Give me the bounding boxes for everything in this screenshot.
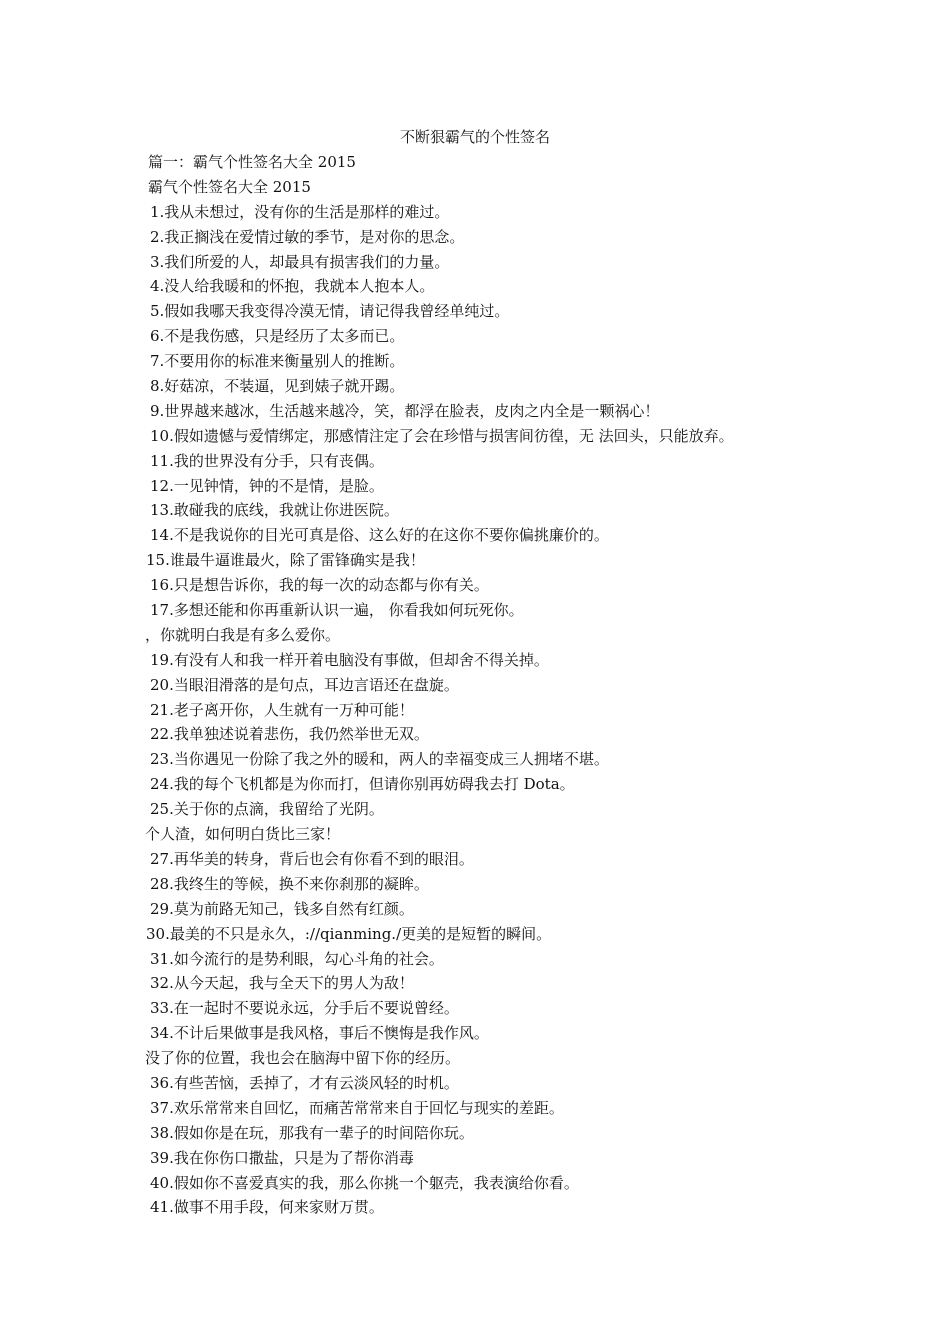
text-line: 14.不是我说你的目光可真是俗、这么好的在这你不要你偏挑廉价的。 <box>150 526 609 545</box>
text-line: 33.在一起时不要说永远，分手后不要说曾经。 <box>150 999 459 1018</box>
text-line: 8.好菇凉，不装逼，见到婊子就开踢。 <box>150 377 405 396</box>
text-line: 20.当眼泪滑落的是句点，耳边言语还在盘旋。 <box>150 675 459 694</box>
text-line: 22.我单独述说着悲伤，我仍然举世无双。 <box>150 725 429 744</box>
text-line: 21.老子离开你，人生就有一万种可能！ <box>150 700 414 719</box>
text-line: ，你就明白我是有多么爱你。 <box>145 625 341 644</box>
text-line: 5.假如我哪天我变得冷漠无情，请记得我曾经单纯过。 <box>150 302 510 321</box>
text-line: 3.我们所爱的人，却最具有损害我们的力量。 <box>150 252 450 271</box>
text-line: 40.假如你不喜爱真实的我，那么你挑一个躯壳，我表演给你看。 <box>150 1173 579 1192</box>
document-title: 不断狠霸气的个性签名 <box>399 128 550 146</box>
text-line: 16.只是想告诉你，我的每一次的动态都与你有关。 <box>150 576 489 595</box>
text-line: 2.我正搁浅在爱情过敏的季节，是对你的思念。 <box>150 227 465 246</box>
text-line: 32.从今天起，我与全天下的男人为敌！ <box>150 974 414 993</box>
text-line: 24.我的每个飞机都是为你而打，但请你别再妨碍我去打 Dota。 <box>150 775 575 794</box>
text-line: 31.如今流行的是势利眼，勾心斗角的社会。 <box>150 949 444 968</box>
text-line: 37.欢乐常常来自回忆，而痛苦常常来自于回忆与现实的差距。 <box>150 1098 564 1117</box>
text-line: 11.我的世界没有分手，只有丧偶。 <box>150 451 384 470</box>
text-line: 篇一：霸气个性签名大全 2015 <box>148 153 356 171</box>
text-line: 13.敢碰我的底线，我就让你进医院。 <box>150 501 399 520</box>
text-line: 19.有没有人和我一样开着电脑没有事做，但却舍不得关掉。 <box>150 650 549 669</box>
text-line: 38.假如你是在玩，那我有一辈子的时间陪你玩。 <box>150 1123 474 1142</box>
text-line: 7.不要用你的标准来衡量别人的推断。 <box>150 352 405 371</box>
text-line: 29.莫为前路无知己，钱多自然有红颜。 <box>150 899 414 918</box>
text-line: 9.世界越来越冰，生活越来越冷，笑，都浮在脸表，皮肉之内全是一颗祸心！ <box>150 401 660 420</box>
text-line: 41.做事不用手段，何来家财万贯。 <box>150 1198 384 1217</box>
text-line: 23.当你遇见一份除了我之外的暖和，两人的幸福变成三人拥堵不堪。 <box>150 750 609 769</box>
text-line: 6.不是我伤感，只是经历了太多而已。 <box>150 327 405 346</box>
text-line: 1.我从未想过，没有你的生活是那样的难过。 <box>150 202 450 221</box>
text-line: 霸气个性签名大全 2015 <box>148 177 311 196</box>
document-body <box>0 151 950 1221</box>
text-line: 12.一见钟情，钟的不是情，是脸。 <box>150 476 384 495</box>
text-line: 25.关于你的点滴，我留给了光阴。 <box>150 800 384 819</box>
text-line: 没了你的位置，我也会在脑海中留下你的经历。 <box>145 1049 461 1068</box>
text-line: 4.没人给我暖和的怀抱，我就本人抱本人。 <box>150 277 435 296</box>
text-line: 10.假如遗憾与爱情绑定，那感情注定了会在珍惜与损害间彷徨，无 法回头，只能放弃。 <box>150 426 734 445</box>
text-line: 39.我在你伤口撒盐，只是为了帮你消毒 <box>150 1148 414 1167</box>
text-line: 28.我终生的等候，换不来你刹那的凝眸。 <box>150 874 429 893</box>
text-line: 15.谁最牛逼谁最火，除了雷锋确实是我！ <box>146 551 425 570</box>
text-line: 27.再华美的转身，背后也会有你看不到的眼泪。 <box>150 849 474 868</box>
text-line: 30.最美的不只是永久，://qianming./更美的是短暂的瞬间。 <box>146 924 552 943</box>
text-line: 17.多想还能和你再重新认识一遍， 你看我如何玩死你。 <box>150 601 524 620</box>
text-line: 34.不计后果做事是我风格，事后不懊悔是我作风。 <box>150 1024 489 1043</box>
text-line: 36.有些苦恼，丢掉了，才有云淡风轻的时机。 <box>150 1073 459 1092</box>
text-line: 个人渣，如何明白货比三家！ <box>145 825 341 844</box>
